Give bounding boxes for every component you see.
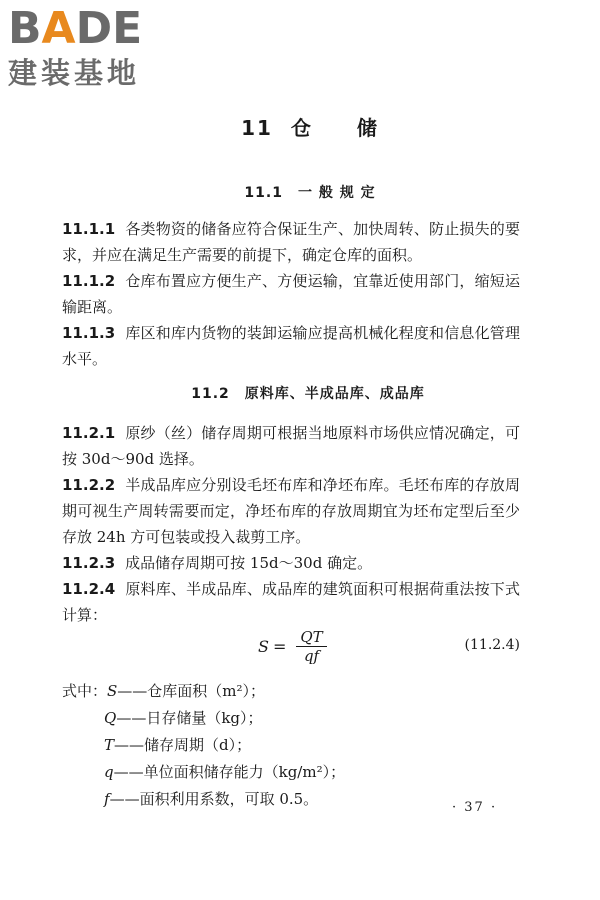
definition-row (62, 705, 520, 732)
formula-11-2-4 (62, 628, 520, 668)
section-title-11-1: 11.1 一 般 规 定 (244, 185, 376, 201)
clause-text: 半成品库应分别设毛坯布库和净坯布库。毛坯布库的存放周期可视生产周转需要而定，净坯布库的存放周期宜为坯布定型后至少存放 24h 方可包装或投入裁剪工序。 (62, 476, 520, 546)
section-11-2-body (62, 420, 520, 628)
clause-number: 11.1.3 (62, 324, 116, 342)
clause-text: 原料库、半成品库、成品库的建筑面积可根据荷重法按下式计算： (62, 580, 520, 624)
clause-text: 各类物资的储备应符合保证生产、加快周转、防止损失的要求，并应在满足生产需要的前提下，确定仓库的面积。 (62, 220, 520, 264)
definition-row (62, 732, 520, 759)
section-title-11-2: 11.2 原料库、半成品库、成品库 (191, 386, 425, 402)
chapter-number: 11 (241, 116, 273, 140)
clause-number: 11.1.2 (62, 272, 116, 290)
variable-symbol: Q (104, 709, 117, 727)
variable-description: ——日存储量（kg）； (116, 709, 263, 727)
logo-letter-b: B (8, 3, 42, 54)
definition-row (62, 678, 520, 705)
clause-number: 11.1.1 (62, 220, 116, 238)
formula-denominator: qf (303, 647, 320, 665)
logo-subtitle: 建装基地 (8, 56, 141, 90)
chapter-title (10, 112, 600, 141)
clause-11-2-1 (62, 420, 520, 472)
definition-row (62, 759, 520, 786)
formula-equals: = (272, 637, 287, 656)
page-number: · 37 · (452, 800, 498, 815)
clause-number: 11.2.1 (62, 424, 116, 442)
clause-number: 11.2.2 (62, 476, 116, 494)
logo-wordmark (8, 4, 178, 54)
variable-description: ——面积利用系数，可取 0.5。 (109, 790, 319, 808)
clause-text: 仓库布置应方便生产、方便运输，宜靠近使用部门，缩短运输距离。 (62, 272, 520, 316)
formula-lhs: S (258, 637, 269, 656)
chapter-title-part2: 储 (356, 116, 379, 140)
variable-symbol: S (107, 682, 118, 700)
section-11-1-body (62, 216, 520, 372)
variable-description: ——储存周期（d）； (114, 736, 252, 754)
chapter-title-part1: 仓 (290, 116, 313, 140)
formula-fraction (296, 628, 326, 665)
formula-numerator: QT (296, 628, 326, 647)
clause-11-2-4 (62, 576, 520, 628)
variable-symbol: T (104, 736, 115, 754)
clause-11-1-3 (62, 320, 520, 372)
clause-text: 成品储存周期可按 15d～30d 确定。 (125, 554, 373, 572)
clause-11-1-2 (62, 268, 520, 320)
clause-text: 原纱（丝）储存周期可根据当地原料市场供应情况确定，可按 30d～90d 选择。 (62, 424, 520, 468)
clause-11-2-3 (62, 550, 520, 576)
variable-symbol: q (104, 763, 114, 781)
clause-11-1-1 (62, 216, 520, 268)
clause-number: 11.2.3 (62, 554, 116, 572)
variable-description: ——仓库面积（m²）； (117, 682, 266, 700)
variable-definitions (62, 678, 520, 813)
variable-description: ——单位面积储存能力（kg/m²）； (113, 763, 346, 781)
where-lead: 式中： (62, 682, 108, 700)
formula-number: (11.2.4) (464, 637, 520, 653)
clause-text: 库区和库内货物的装卸运输应提高机械化程度和信息化管理水平。 (62, 324, 520, 368)
publisher-logo (8, 4, 178, 96)
variable-symbol: f (104, 790, 110, 808)
formula-expression (258, 628, 327, 665)
logo-letters-de: DE (75, 3, 143, 54)
clause-11-2-2 (62, 472, 520, 550)
logo-letter-a: A (41, 3, 76, 54)
clause-number: 11.2.4 (62, 580, 116, 598)
